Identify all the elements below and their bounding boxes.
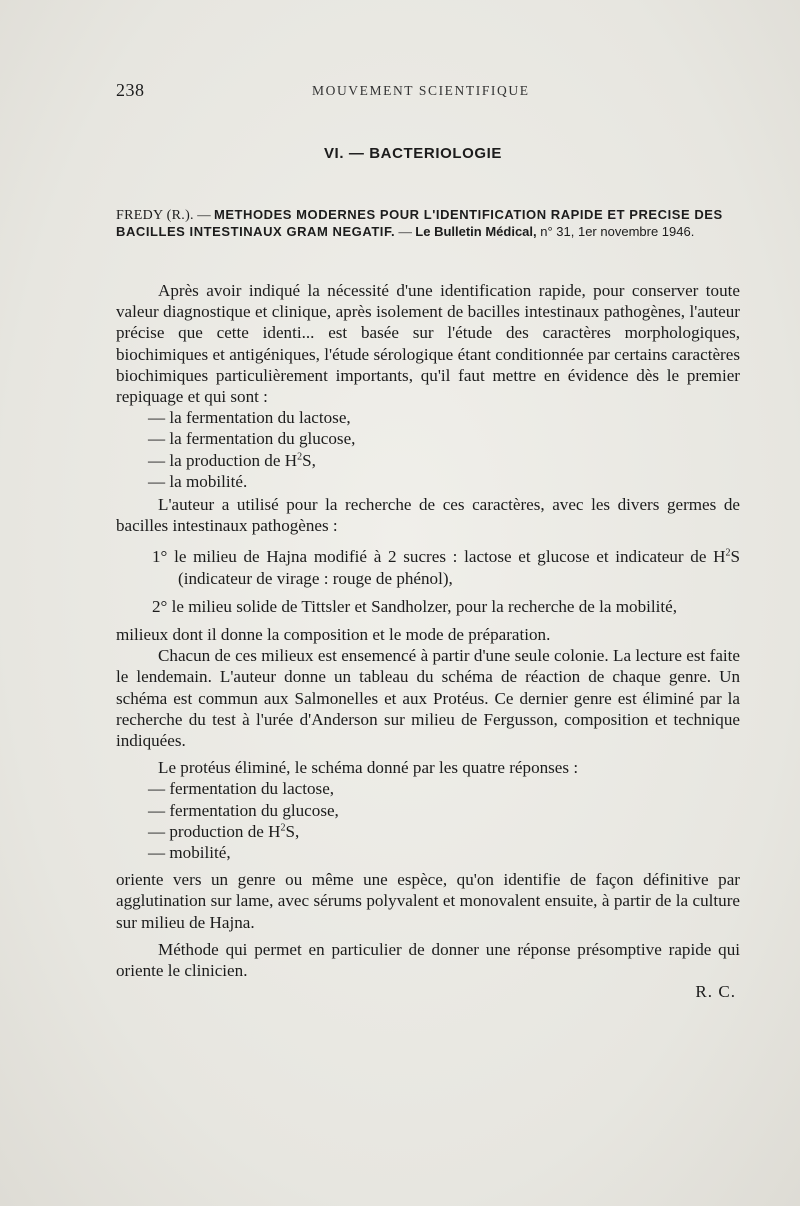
list-item — [148, 450, 740, 471]
criteria-list-1 — [116, 407, 740, 492]
list-item: — fermentation du lactose, — [148, 779, 335, 799]
h2s-suffix: S, — [302, 450, 316, 470]
media-item-2: 2° le milieu solide de Tittsler et Sandholzer, pour la recherche de la mobilité, — [152, 596, 677, 616]
paragraph-3: Le protéus éliminé, le schéma donné par les quatre réponses : — [158, 758, 579, 778]
media-outro: milieux dont il donne la composition et le mode de préparation. — [116, 625, 551, 645]
medium-1-suffix: S (indicateur de virage : rouge de phénol), — [178, 547, 740, 588]
paragraph-5: Méthode qui permet en particulier de donner une réponse présomptive rapide qui oriente le clinicien. — [116, 939, 740, 981]
reference-issue: n° 31, 1er novembre 1946. — [536, 224, 695, 239]
paragraph-2: Chacun de ces milieux est ensemencé à partir d'une seule colonie. La lecture est faite le lendemain. L'auteur donne un tableau du schéma de réaction de chaque genre. Un schéma est commun aux Salmonelles et aux Protéus. Ce dernier genre est éliminé par la recherche du test à l'urée d'Anderson sur milieu de Fergusson, composition et technique indiquées. — [116, 646, 740, 751]
running-title: MOUVEMENT SCIENTIFIQUE — [312, 83, 530, 98]
section-heading: VI. — BACTERIOLOGIE — [323, 145, 503, 162]
intro-paragraph: Après avoir indiqué la nécessité d'une identification rapide, pour conserver toute valeur diagnostique et clinique, après isolement de bacilles intestinaux pathogènes, l'auteur précise que cette identi... est basée sur l'étude des caractères morphologiques, biochimiques et antigéniques, l'étude sérologique étant conditionnée par certains caractères biochimiques particulièrement importants, qu'il faut mettre en évidence dès le premier repiquage et qui sont : — [116, 281, 740, 407]
h2s-subscript: 2 — [280, 822, 286, 834]
media-item-1 — [116, 546, 740, 588]
medium-1-prefix: 1° le milieu de Hajna modifié à 2 sucres : lactose et glucose et indicateur de H — [152, 547, 726, 567]
paragraph-4: oriente vers un genre ou même une espèce, qu'on identifie de façon définitive par agglutination sur lame, avec sérums polyvalent et monovalent ensuite, à partir de la culture sur milieu de Hajna. — [116, 870, 740, 932]
signature: R. C. — [695, 982, 736, 1002]
reference-dash-2: — — [395, 224, 416, 239]
page-number: 238 — [116, 80, 145, 100]
running-head — [116, 80, 738, 102]
list-item: — la fermentation du lactose, — [148, 408, 351, 428]
criteria-list-2 — [116, 778, 740, 863]
reference-source: Le Bulletin Médical, — [415, 224, 537, 239]
bibliographic-reference — [116, 207, 740, 240]
article-body — [116, 280, 740, 1003]
media-list — [116, 546, 740, 617]
medium-1-sup: 2 — [725, 547, 731, 559]
list-item: — la fermentation du glucose, — [148, 429, 356, 449]
list-item — [148, 821, 740, 842]
list-item: — mobilité, — [148, 843, 231, 863]
reference-author: FREDY (R.). — [116, 208, 194, 223]
h2s-suffix: S, — [285, 821, 300, 841]
h2s-subscript: 2 — [297, 450, 303, 462]
media-intro-paragraph: L'auteur a utilisé pour la recherche de ces caractères, avec les divers germes de bacilles intestinaux pathogènes : — [116, 495, 740, 536]
h2s-prefix: — production de H — [148, 821, 281, 841]
list-item: — la mobilité. — [148, 471, 248, 491]
list-item: — fermentation du glucose, — [148, 800, 339, 820]
reference-dash: — — [193, 207, 214, 222]
h2s-prefix: — la production de H — [148, 450, 298, 470]
reference-title: METHODES MODERNES POUR L'IDENTIFICATION RAPIDE ET PRECISE DES BACILLES INTESTINAUX GRAM NEGATIF. — [116, 207, 723, 239]
